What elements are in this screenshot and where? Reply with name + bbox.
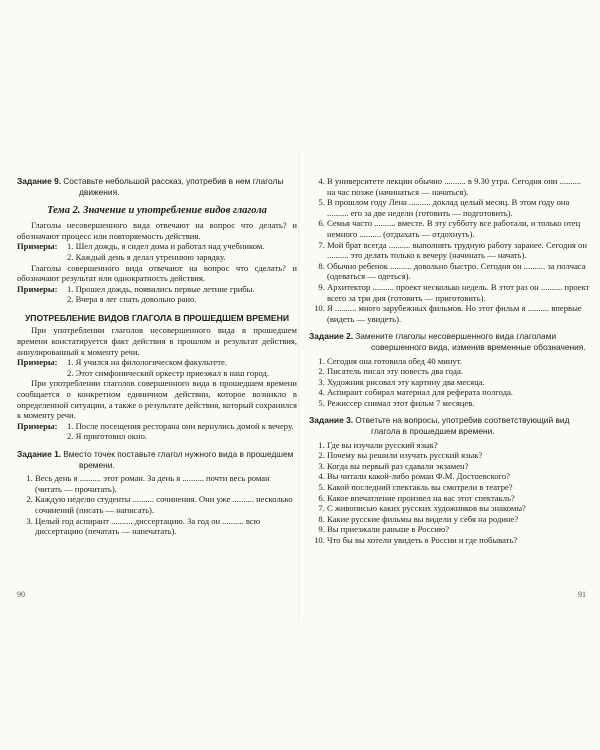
example-line: 1. Я учился на филологическом факультете. [67, 357, 227, 368]
task-text: Составьте небольшой рассказ, употребив в нем глаголы движения. [63, 176, 284, 197]
list-item: 2. Каждую неделю студенты .......... сочинения. Они уже .......... несколько сочинений (писать — написать). [35, 494, 297, 515]
paragraph: При употреблении глаголов совершенного вида в прошедшем времени сообщается о конкретном единичном действии, которое возникло в определенной ситуации, а также о результате действия, который сохранился к моменту речи. [17, 378, 297, 421]
task-1-list [17, 473, 297, 537]
list-item: 4. Аспирант собирал материал для реферата полгода. [327, 387, 591, 398]
examples-label: Примеры: [17, 357, 58, 368]
list-item: 2. Писатель писал эту повесть два года. [327, 366, 591, 377]
left-page [17, 176, 297, 537]
examples-label: Примеры: [17, 420, 58, 431]
section-title: УПОТРЕБЛЕНИЕ ВИДОВ ГЛАГОЛА В ПРОШЕДШЕМ ВРЕМЕНИ [24, 312, 290, 323]
right-page [309, 176, 591, 546]
list-item: 6. Какое впечатление произвел на вас этот спектакль? [327, 493, 591, 504]
task-2-list [309, 356, 591, 409]
list-item: 8. Обычно ребенок .......... довольно быстро. Сегодня он .......... за полчаса (одеваться — одеться). [327, 261, 591, 282]
list-item: 1. Где вы изучали русский язык? [327, 440, 591, 451]
example-line: 2. Я приготовил окно. [67, 431, 148, 442]
task-2 [309, 331, 591, 352]
example-line: 1. Шел дождь, я сидел дома и работал над учебником. [67, 241, 265, 252]
list-item: 6. Семья часто .......... вместе. В эту субботу все работали, и только отец немного .......... (отдыхать — отдохнуть). [327, 218, 591, 239]
task-9 [17, 176, 297, 197]
list-item: 10. Что бы вы хотели увидеть в России и где побывать? [327, 535, 591, 546]
list-item: 10. Я .......... много зарубежных фильмов. Но этот фильм я .......... впервые (видеть — увидеть). [327, 303, 591, 324]
topic-title: Тема 2. Значение и употребление видов глагола [47, 205, 267, 217]
list-item: 3. Художник рисовал эту картину два месяца. [327, 377, 591, 388]
task-1-list-continued [309, 176, 591, 324]
list-item: 5. Какой последний спектакль вы смотрели в театре? [327, 482, 591, 493]
list-item: 7. С живописью каких русских художников вы знакомы? [327, 503, 591, 514]
task-text: Ответьте на вопросы, употребив соответствующий вид глагола в прошедшем времени. [355, 415, 570, 437]
examples-block [17, 241, 297, 262]
example-line: 2. Этот симфонический оркестр приезжал в наш город. [67, 367, 270, 378]
list-item: 5. Режиссер снимал этот фильм 7 месяцев. [327, 398, 591, 409]
example-line: 1. Прошел дождь, появились первые летние грибы. [67, 283, 255, 294]
list-item: 4. В университете лекции обычно .......... в 9.30 утра. Сегодня они .......... на час позже (начинаться — начаться). [327, 176, 591, 197]
list-item: 8. Какие русские фильмы вы видели у себя на родине? [327, 514, 591, 525]
examples-block [17, 357, 297, 378]
list-item: 9. Архитектор .......... проект несколько недель. В этот раз он .......... проект всего за три дня (готовить — приготовить). [327, 282, 591, 303]
list-item: 9. Вы приезжали раньше в Россию? [327, 524, 591, 535]
list-item: 1. Сегодня она готовила обед 40 минут. [327, 356, 591, 367]
task-1 [17, 449, 297, 470]
task-label: Задание 2. [309, 331, 354, 342]
task-label: Задание 3. [309, 415, 354, 426]
task-label: Задание 9. [17, 176, 62, 186]
examples-label: Примеры: [17, 283, 58, 294]
example-line: 1. После посещения ресторана они вернулись домой к вечеру. [67, 420, 294, 431]
list-item: 3. Целый год аспирант .......... диссертацию. За год он .......... всю диссертацию (печатать — напечатать). [35, 516, 297, 537]
list-item: 5. В прошлом году Лена .......... доклад целый месяц. В этом году она .......... его за две недели (готовить — подготовить). [327, 197, 591, 218]
example-line: 2. Каждый день я делал утреннюю зарядку. [67, 251, 226, 262]
list-item: 7. Мой брат всегда .......... выполнять трудную работу заранее. Сегодня он .......... это делать только к вечеру (начинать — начать). [327, 240, 591, 261]
examples-label: Примеры: [17, 241, 58, 252]
page-number-right: 91 [578, 590, 586, 599]
task-3-list [309, 440, 591, 546]
example-line: 2. Вчера я лег спать довольно рано. [67, 294, 197, 305]
page-number-left: 90 [17, 590, 25, 599]
list-item: 3. Когда вы первый раз сдавали экзамен? [327, 461, 591, 472]
paragraph: При употреблении глаголов несовершенного вида в прошедшем времени констатируется факт действия в прошлом и результат действия, аннулированный к моменту речи. [17, 325, 297, 357]
paragraph: Глаголы совершенного вида отвечают на вопрос что сделать? и обозначают результат или однократность действия. [17, 262, 297, 284]
task-text: Вместо точек поставьте глагол нужного вида в прошедшем времени. [63, 448, 294, 470]
task-label: Задание 1. [17, 448, 62, 459]
list-item: 4. Вы читали какой-либо роман Ф.М. Достоевского? [327, 471, 591, 482]
book-fold [298, 150, 299, 620]
examples-block [17, 421, 297, 442]
examples-block [17, 284, 297, 305]
task-text: Замените глаголы несовершенного вида глаголами совершенного вида, изменив временные обозначения. [355, 331, 586, 352]
list-item: 1. Весь день я .......... этот роман. За день я .......... почти весь роман (читать — прочитать). [35, 473, 297, 494]
paragraph: Глаголы несовершенного вида отвечают на вопрос что делать? и обозначают процесс или повторяемость действия. [17, 220, 297, 241]
list-item: 2. Почему вы решили изучать русский язык? [327, 450, 591, 461]
task-3 [309, 415, 591, 436]
